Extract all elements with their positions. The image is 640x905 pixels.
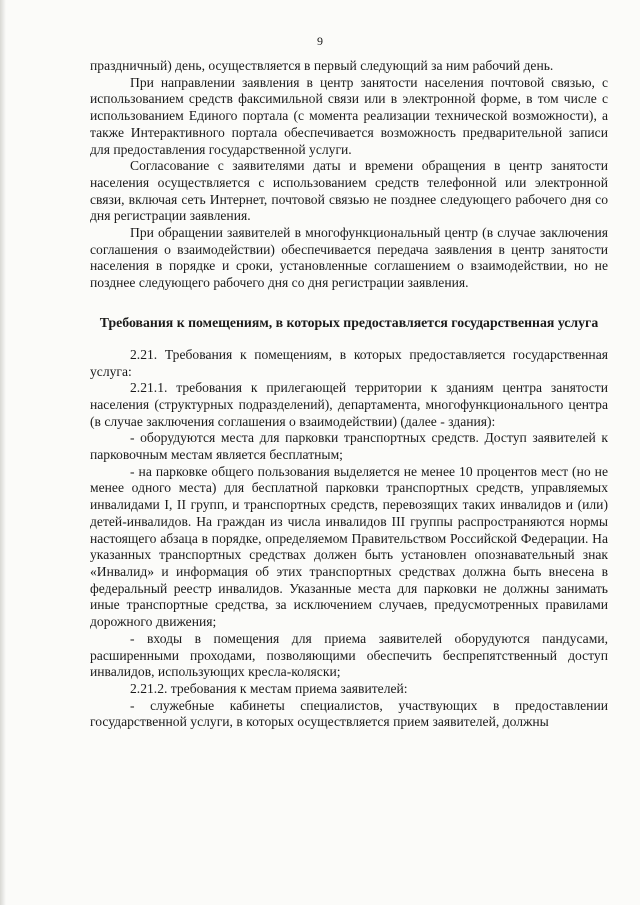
paragraph: 2.21. Требования к помещениям, в которых предоставляется государственная услуга:	[90, 346, 608, 379]
paragraph: Согласование с заявителями даты и времени обращения в центр занятости населения осуществляется с использованием средств телефонной или электронной связи, включая сеть Интернет, почтовой связью не позднее следующего рабочего дня со дня регистрации заявления.	[90, 158, 608, 224]
page-number: 9	[317, 34, 323, 48]
scan-edge-shadow	[0, 0, 6, 905]
paragraph: 2.21.2. требования к местам приема заявителей:	[130, 680, 408, 696]
paragraph: праздничный) день, осуществляется в первый следующий за ним рабочий день.	[90, 58, 554, 73]
paragraph: При обращении заявителей в многофункциональный центр (в случае заключения соглашения о взаимодействии) обеспечивается передача заявления в центр занятости населения в порядке и сроки, установленные соглашением о взаимодействии, но не позднее следующего рабочего дня со дня регистрации заявления.	[90, 225, 608, 291]
paragraph: При направлении заявления в центр занятости населения почтовой связью, с использованием средств факсимильной связи или в электронной форме, в том числе с использованием Единого портала (с момента реализации технической возможности), а также Интерактивного портала обеспечивается возможность предварительной записи для предоставления государственной услуги.	[90, 74, 608, 157]
paragraph: - входы в помещения для приема заявителей оборудуются пандусами, расширенными проходами, позволяющими обеспечить беспрепятственный доступ инвалидов, использующих кресла-коляски;	[90, 630, 608, 680]
document-body	[90, 58, 608, 731]
paragraph: - служебные кабинеты специалистов, участвующих в предоставлении государственной услуги, в которых осуществляется прием заявителей, должны	[90, 697, 608, 730]
section-heading: Требования к помещениям, в которых предоставляется государственная услуга	[99, 314, 599, 330]
paragraph: - на парковке общего пользования выделяется не менее 10 процентов мест (но не менее одного места) для бесплатной парковки транспортных средств, управляемых инвалидами I, II групп, и транспортных средств, перевозящих таких инвалидов и (или) детей-инвалидов. На граждан из числа инвалидов III группы распространяются нормы настоящего абзаца в порядке, определяемом Правительством Российской Федерации. На указанных транспортных средствах должен быть установлен опознавательный знак «Инвалид» и информация об этих транспортных средствах должна быть внесена в федеральный реестр инвалидов. Указанные места для парковки не должны занимать иные транспортные средства, за исключением случаев, предусмотренных правилами дорожного движения;	[90, 463, 608, 630]
paragraph: 2.21.1. требования к прилегающей территории к зданиям центра занятости населения (структурных подразделений), департамента, многофункционального центра (в случае заключения соглашения о взаимодействии) (далее - здания):	[90, 380, 608, 429]
paragraph: - оборудуются места для парковки транспортных средств. Доступ заявителей к парковочным местам является бесплатным;	[90, 430, 608, 463]
